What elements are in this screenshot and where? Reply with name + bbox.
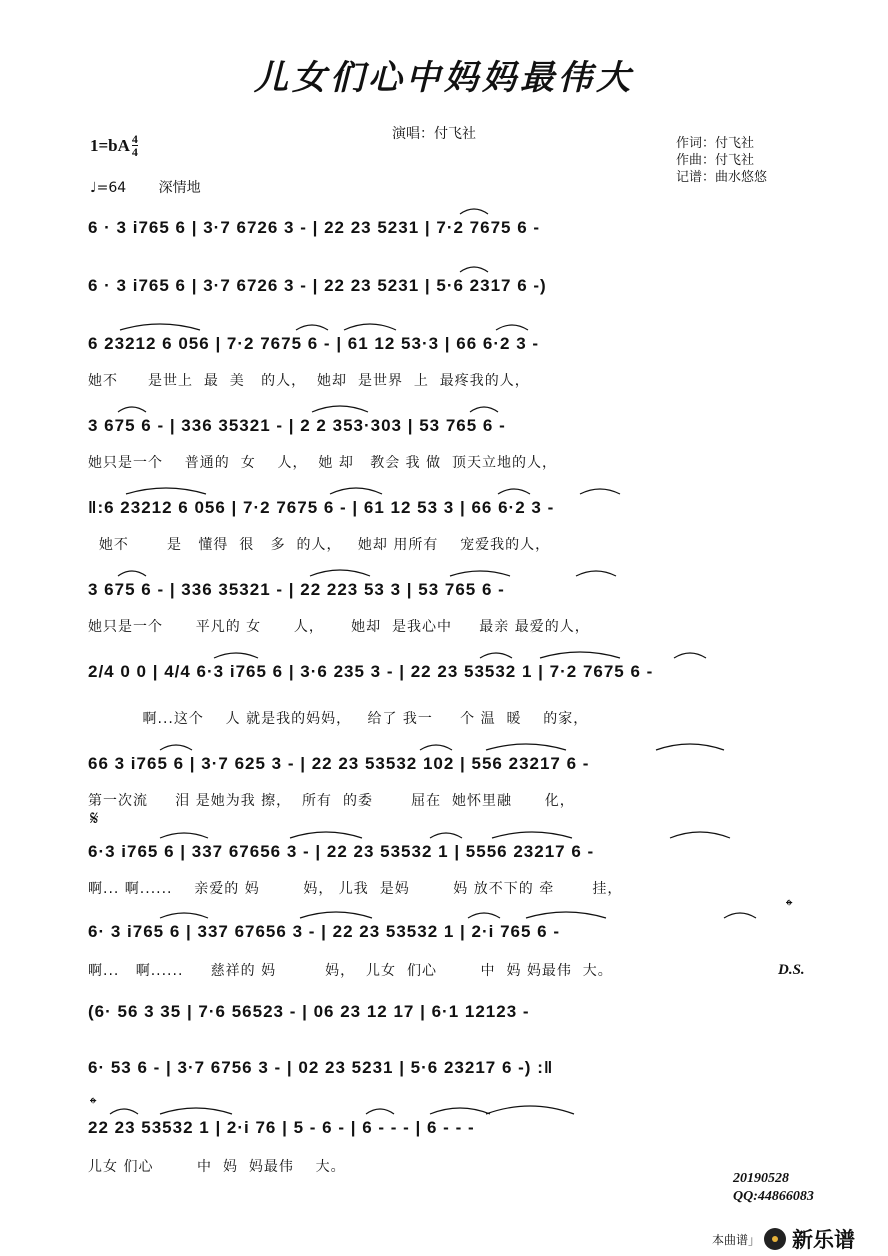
dal-segno-mark: D.S. (778, 962, 805, 978)
score-line-13: 22 23 53532 1 | 2·i 76 | 5 - 6 - | 6 - - - | 6 - - - (88, 1118, 475, 1137)
composer-credit: 作曲：付飞社 (676, 153, 755, 168)
lyric-line-10: 啊... 啊...... 慈祥的 妈 妈， 儿女 们心 中 妈 妈最伟 大。 (88, 963, 613, 979)
lyric-line-3: 她不 是世上 最 美 的人， 她却 是世界 上 最疼我的人， (88, 373, 530, 389)
logo-prefix: 本曲谱」 (712, 1232, 761, 1247)
score-line-6: 3 675 6 - | 336 35321 - | 22 223 53 3 | 53 765 6 - (88, 580, 505, 599)
score-line-9: 6·3 i765 6 | 337 67656 3 - | 22 23 53532 1 | 5556 23217 6 - (88, 842, 595, 861)
tempo-marking (90, 177, 201, 197)
credits-block (676, 135, 767, 186)
score-line-2: 6 · 3 i765 6 | 3·7 6726 3 - | 22 23 5231 | 5·6 2317 6 -) (88, 276, 547, 295)
score-line-3: 6 23212 6 056 | 7·2 7675 6 - | 61 12 53·3 | 66 6·2 3 - (88, 334, 540, 353)
lyric-line-9: 啊... 啊...... 亲爱的 妈 妈， 儿我 是妈 妈 放不下的 牵 挂， (88, 881, 623, 897)
time-denominator: 4 (131, 145, 138, 159)
lyric-line-8: 第一次流 泪 是她为我 擦， 所有 的委 屈在 她怀里融 化， (88, 793, 575, 809)
singer-credit: 演唱：付飞社 (392, 126, 476, 142)
site-logo (712, 1224, 855, 1254)
tempo-bpm: ♩=64 (90, 180, 127, 196)
lyricist-credit: 作词：付飞社 (676, 136, 755, 151)
qq-contact: QQ:44866083 (733, 1189, 814, 1204)
key-signature (90, 133, 138, 158)
transcriber-credit: 记谱：曲水悠悠 (676, 170, 768, 185)
lyric-line-4: 她只是一个 普通的 女 人， 她 却 教会 我 做 顶天立地的人， (88, 455, 558, 471)
lyric-line-7: 啊...这个 人 就是我的妈妈， 给了 我一 个 温 暖 的家， (88, 711, 589, 727)
date-stamp: 20190528 (733, 1171, 789, 1186)
lyric-line-5: 她不 是 懂得 很 多 的人， 她却 用所有 宠爱我的人， (88, 537, 551, 553)
segno-sign: 𝄋 (90, 806, 99, 830)
score-line-7: 2/4 0 0 | 4/4 6·3 i765 6 | 3·6 235 3 - | 22 23 53532 1 | 7·2 7675 6 - (88, 662, 654, 681)
key-text: 1=bA (90, 135, 130, 155)
time-signature (132, 133, 138, 158)
score-line-1: 6 · 3 i765 6 | 3·7 6726 3 - | 22 23 5231 | 7·2 7675 6 - (88, 218, 541, 237)
score-line-4: 3 675 6 - | 336 35321 - | 2 2 353·303 | 53 765 6 - (88, 416, 506, 435)
record-disc-icon (764, 1228, 786, 1250)
score-line-8: 66 3 i765 6 | 3·7 625 3 - | 22 23 53532 102 | 556 23217 6 - (88, 754, 590, 773)
song-title: 儿女们心中妈妈最伟大 (254, 58, 634, 98)
expression-mark: 深情地 (158, 180, 201, 196)
lyric-line-6: 她只是一个 平凡的 女 人， 她却 是我心中 最亲 最爱的人， (88, 619, 590, 635)
footer-info (733, 1170, 814, 1206)
logo-name: 新乐谱 (792, 1228, 856, 1252)
coda-sign-bottom: 𝄌 (90, 1094, 97, 1115)
score-line-11: (6· 56 3 35 | 7·6 56523 - | 06 23 12 17 | 6·1 12123 - (88, 1002, 530, 1021)
score-line-10: 6· 3 i765 6 | 337 67656 3 - | 22 23 53532 1 | 2·i 765 6 - (88, 922, 561, 941)
lyric-line-13: 儿女 们心 中 妈 妈最伟 大。 (88, 1159, 346, 1175)
coda-sign-top: 𝄌 (786, 896, 793, 917)
score-line-12: 6· 53 6 - | 3·7 6756 3 - | 02 23 5231 | 5·6 23217 6 -) :‖ (88, 1058, 554, 1077)
score-line-5: ‖:6 23212 6 056 | 7·2 7675 6 - | 61 12 53 3 | 66 6·2 3 - (88, 498, 555, 517)
time-numerator: 4 (131, 132, 138, 146)
